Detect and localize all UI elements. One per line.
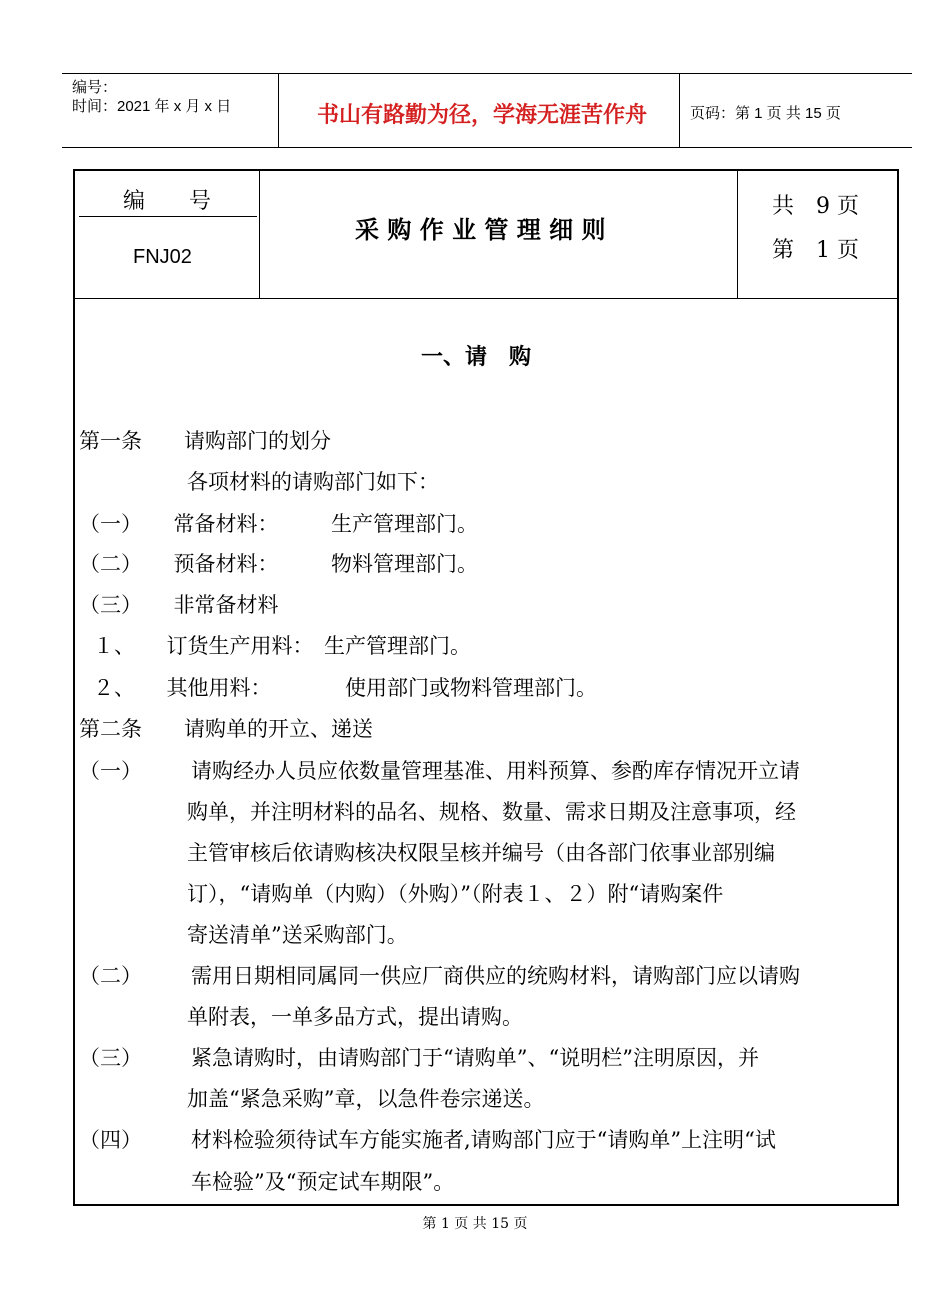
- doc-title: 采 购 作 业 管 理 细 则: [355, 215, 606, 244]
- list-marker: （三）: [79, 1046, 142, 1070]
- current-page: 第 1 页: [772, 238, 859, 263]
- header-divider: [278, 74, 279, 147]
- title-divider: [259, 171, 260, 298]
- paragraph-line: 请购经办人员应依数量管理基准、用料预算、参酌库存情况开立请: [191, 759, 800, 783]
- document-frame: [73, 169, 899, 1206]
- paragraph-line: 购单，并注明材料的品名、规格、数量、需求日期及注意事项，经: [187, 800, 796, 824]
- list-item: １、 订货生产用料： 生产管理部门。: [93, 634, 471, 658]
- paragraph-line: 寄送清单”送采购部门。: [187, 923, 408, 947]
- top-header: [62, 73, 912, 148]
- total-pages: 共 9 页: [772, 194, 859, 219]
- page-footer: 第 1 页 共 15 页: [422, 1216, 528, 1232]
- article-heading: 第一条 请购部门的划分: [79, 429, 331, 453]
- header-divider: [679, 74, 680, 147]
- paragraph-line: 车检验”及“预定试车期限”。: [191, 1170, 455, 1194]
- list-marker: （二）: [79, 964, 142, 988]
- paragraph-line: 需用日期相同属同一供应厂商供应的统购材料，请购部门应以请购: [191, 964, 800, 988]
- paragraph-line: 单附表，一单多品方式，提出请购。: [187, 1005, 523, 1029]
- time-label: 时间：2021 年 x 月 x 日: [72, 98, 232, 115]
- paragraph-line: 紧急请购时，由请购部门于“请购单”、“说明栏”注明原因，并: [191, 1046, 759, 1070]
- article-heading: 第二条 请购单的开立、递送: [79, 717, 373, 741]
- paragraph-line: 各项材料的请购部门如下：: [187, 470, 439, 494]
- doc-number-label: 编 号: [123, 189, 212, 214]
- list-item: ２、 其他用料： 使用部门或物料管理部门。: [93, 676, 597, 700]
- list-marker: （一）: [79, 759, 142, 783]
- code-label: 编号：: [72, 79, 118, 96]
- number-underline: [79, 216, 257, 217]
- title-divider: [737, 171, 738, 298]
- title-row-bottom: [75, 298, 897, 299]
- doc-number-value: FNJ02: [133, 246, 192, 268]
- list-item: （二） 预备材料： 物料管理部门。: [79, 552, 478, 576]
- list-item: （三） 非常备材料: [79, 593, 279, 617]
- motto: 书山有路勤为径，学海无涯苦作舟: [316, 103, 647, 128]
- list-marker: （四）: [79, 1128, 142, 1152]
- section-title: 一、请 购: [421, 344, 532, 370]
- paragraph-line: 订），“请购单（内购）（外购）”（附表１、２）附“请购案件: [187, 882, 724, 906]
- paragraph-line: 材料检验须待试车方能实施者,请购部门应于“请购单”上注明“试: [191, 1128, 776, 1152]
- paragraph-line: 加盖“紧急采购”章，以急件卷宗递送。: [187, 1087, 545, 1111]
- list-item: （一） 常备材料： 生产管理部门。: [79, 512, 478, 536]
- page-code: 页码：第 1 页 共 15 页: [690, 105, 841, 122]
- header-meta: [72, 78, 231, 116]
- paragraph-line: 主管审核后依请购核决权限呈核并编号（由各部门依事业部别编: [187, 841, 775, 865]
